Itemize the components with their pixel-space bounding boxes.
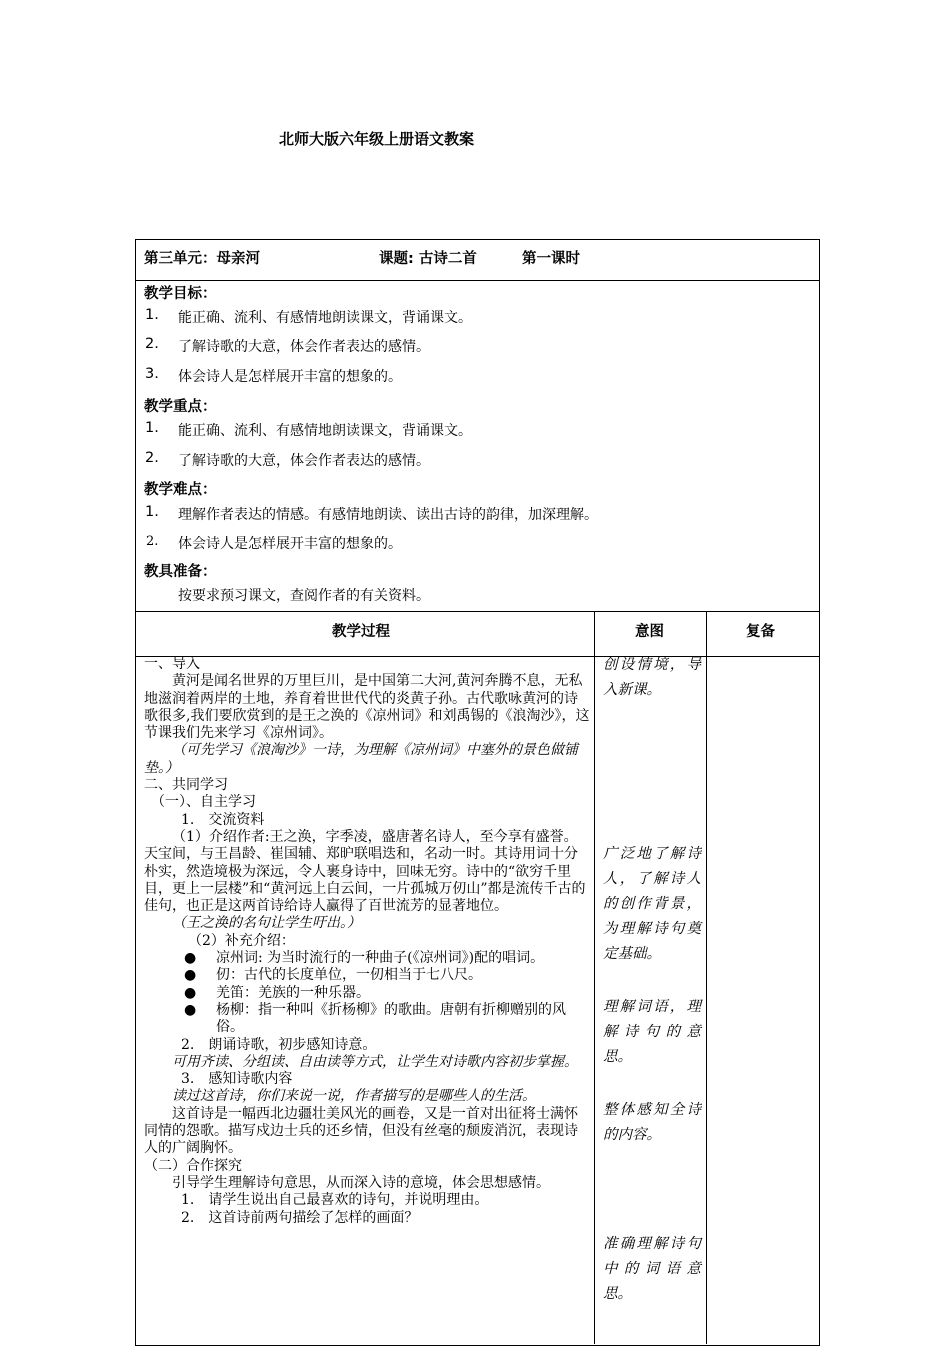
subsection-title: （一）、自主学习 xyxy=(151,794,256,811)
paragraph: （2）补充介绍： xyxy=(188,932,295,949)
bullet-icon: ● xyxy=(184,984,197,1001)
numbered-step: 3. 感知诗歌内容 xyxy=(181,1071,293,1088)
key-point-item: 了解诗歌的大意，体会作者表达的感情。 xyxy=(178,453,430,469)
numbered-step: 1. 请学生说出自己最喜欢的诗句，并说明理由。 xyxy=(181,1192,489,1209)
bullet-item xyxy=(144,967,590,984)
bullet-icon: ● xyxy=(184,1001,197,1018)
bullet-text: 仞：古代的长度单位，一仞相当于七八尺。 xyxy=(216,967,482,984)
preparation-label: 教具准备： xyxy=(144,564,217,580)
paragraph: 引导学生理解诗句意思，从而深入诗的意境，体会思想感情。 xyxy=(172,1174,550,1191)
bullet-item xyxy=(144,950,590,967)
teaching-process xyxy=(144,656,590,1227)
column-header-process: 教学过程 xyxy=(332,624,390,640)
intent-note: 广泛地了解诗人，了解诗人的创作背景，为理解诗句奠定基础。 xyxy=(603,846,701,962)
goals-label: 教学目标： xyxy=(144,286,217,302)
difficulty-number: 1. xyxy=(145,504,159,520)
key-points-label: 教学重点： xyxy=(144,399,217,415)
subsection-title: （二）合作探究 xyxy=(144,1157,242,1174)
section-title: 一、导入 xyxy=(144,656,200,672)
numbered-step: 1. 交流资料 xyxy=(181,811,265,828)
document-title: 北师大版六年级上册语文教案 xyxy=(279,130,475,148)
bullet-item xyxy=(144,1002,590,1037)
teaching-note: （可先学习《浪淘沙》一诗，为理解《凉州词》中塞外的景色做铺垫。） xyxy=(144,742,578,776)
difficulty-number: 2. xyxy=(146,534,159,549)
paragraph: （1）介绍作者:王之涣，字季凌，盛唐著名诗人，至今享有盛誉。天宝间，与王昌龄、崔国辅、郑昈联唱迭和，名动一时。其诗用词十分朴实，然造境极为深远，令人裹身诗中，回味无穷。诗中的“欲穷千里目，更上一层楼”和“黄河远上白云间，一片孤城万仞山”都是流传千古的佳句，也正是这两首诗给诗人赢得了百世流芳的显著地位。 xyxy=(144,828,586,915)
key-point-number: 2. xyxy=(145,450,159,466)
numbered-step: 2. 朗诵诗歌，初步感知诗意。 xyxy=(181,1036,377,1053)
topic-label: 课题: 古诗二首 xyxy=(379,251,477,267)
column-header-row xyxy=(135,611,820,657)
paragraph: 黄河是闻名世界的万里巨川，是中国第二大河,黄河奔腾不息，无私地滋润着两岸的土地，养育着世世代代的炎黄子孙。古代歌咏黄河的诗歌很多,我们要欣赏到的是王之涣的《凉州词》和刘禹锡的《浪淘沙》，这节课我们先来学习《凉州词》。 xyxy=(144,673,590,742)
difficulties-label: 教学难点： xyxy=(144,482,217,498)
difficulty-item: 体会诗人是怎样展开丰富的想象的。 xyxy=(178,536,402,552)
bullet-icon: ● xyxy=(184,967,197,984)
numbered-step: 2. 这首诗前两句描绘了怎样的画面？ xyxy=(181,1209,419,1226)
preparation-text: 按要求预习课文，查阅作者的有关资料。 xyxy=(178,588,430,604)
bullet-icon: ● xyxy=(184,950,197,967)
teaching-note: （王之涣的名句让学生吁出。） xyxy=(172,915,361,932)
column-header-review: 复备 xyxy=(746,624,775,640)
intent-note: 准确理解诗句中的词语意思。 xyxy=(603,1236,701,1302)
goal-number: 2. xyxy=(145,336,159,352)
lesson-label: 第一课时 xyxy=(522,251,580,267)
unit-label: 第三单元：母亲河 xyxy=(144,251,260,267)
section-title: 二、共同学习 xyxy=(144,777,228,794)
objectives-row xyxy=(135,280,820,612)
intent-note: 创设情境，导入新课。 xyxy=(603,657,701,698)
column-divider-review xyxy=(706,611,707,1344)
intent-note: 理解词语，理解诗句的意思。 xyxy=(603,999,701,1065)
goal-item: 体会诗人是怎样展开丰富的想象的。 xyxy=(178,369,402,385)
goal-number: 3. xyxy=(145,366,159,382)
intent-note: 整体感知全诗的内容。 xyxy=(603,1102,701,1143)
paragraph: 这首诗是一幅西北边疆壮美风光的画卷，又是一首对出征将士满怀同情的怨歌。描写戍边士兵的还乡情，但没有丝毫的颓废消沉，表现诗人的广阔胸怀。 xyxy=(144,1105,578,1157)
goal-item: 能正确、流利、有感情地朗读课文，背诵课文。 xyxy=(178,310,472,326)
column-divider-intent xyxy=(594,611,595,1344)
goal-number: 1. xyxy=(145,307,159,323)
teaching-note: 读过这首诗，你们来说一说，作者描写的是哪些人的生活。 xyxy=(172,1088,536,1105)
key-point-item: 能正确、流利、有感情地朗读课文，背诵课文。 xyxy=(178,423,472,439)
column-header-intent: 意图 xyxy=(635,624,664,640)
bullet-item xyxy=(144,985,590,1002)
bullet-text: 羌笛：羌族的一种乐器。 xyxy=(216,984,370,1001)
key-point-number: 1. xyxy=(145,420,159,436)
bullet-text: 杨柳：指一种叫《折杨柳》的歌曲。唐朝有折柳赠别的风俗。 xyxy=(216,1001,566,1036)
bullet-text: 凉州词: 为当时流行的一种曲子(《凉州词》)配的唱词。 xyxy=(216,950,545,967)
difficulty-item: 理解作者表达的情感。有感情地朗读、读出古诗的韵律，加深理解。 xyxy=(178,507,598,523)
teaching-note: 可用齐读、分组读、自由读等方式，让学生对诗歌内容初步掌握。 xyxy=(172,1053,578,1070)
goal-item: 了解诗歌的大意，体会作者表达的感情。 xyxy=(178,339,430,355)
